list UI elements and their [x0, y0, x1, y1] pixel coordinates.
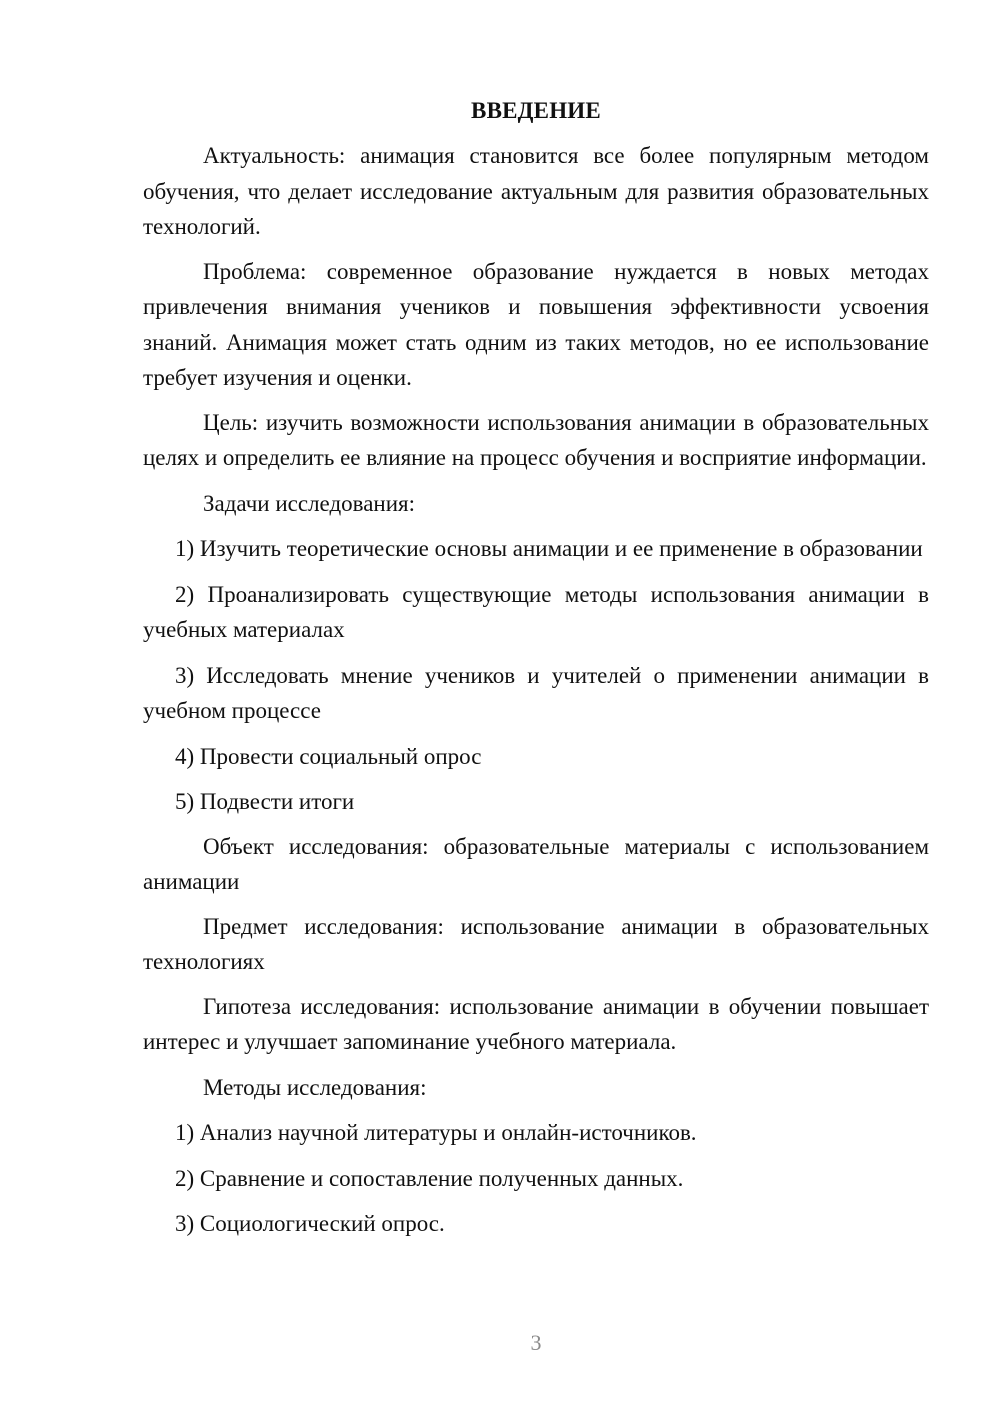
problem-paragraph: Проблема: современное образование нуждается в новых методах привлечения внимания учеников и повышения эффективности усвоения знаний. Анимация может стать одним из таких методов, но ее использование требует изучения и оценки.: [143, 258, 929, 390]
relevance-paragraph: Актуальность: анимация становится все более популярным методом обучения, что делает исследование актуальным для развития образовательных технологий.: [143, 143, 929, 239]
task-item: 2) Проанализировать существующие методы использования анимации в учебных материалах: [143, 581, 929, 642]
hypothesis-paragraph: Гипотеза исследования: использование анимации в обучении повышает интерес и улучшает запоминание учебного материала.: [143, 993, 929, 1054]
task-item: 3) Исследовать мнение учеников и учителей о применении анимации в учебном процессе: [143, 662, 929, 723]
section-title: ВВЕДЕНИЕ: [471, 98, 601, 123]
method-item: 1) Анализ научной литературы и онлайн-источников.: [175, 1120, 697, 1145]
page-number: 3: [530, 1330, 542, 1355]
subject-paragraph: Предмет исследования: использование анимации в образовательных технологиях: [143, 913, 929, 974]
task-item: 1) Изучить теоретические основы анимации и ее применение в образовании: [175, 536, 923, 561]
task-item: 5) Подвести итоги: [175, 789, 355, 814]
methods-heading: Методы исследования:: [203, 1074, 427, 1100]
goal-paragraph: Цель: изучить возможности использования анимации в образовательных целях и определить ее влияние на процесс обучения и восприятие информации.: [143, 409, 929, 470]
task-item: 4) Провести социальный опрос: [175, 743, 482, 769]
method-item: 3) Социологический опрос.: [175, 1211, 445, 1236]
object-paragraph: Объект исследования: образовательные материалы с использованием анимации: [143, 833, 929, 894]
page-content: [143, 94, 929, 1242]
method-item: 2) Сравнение и сопоставление полученных данных.: [175, 1165, 684, 1191]
tasks-heading: Задачи исследования:: [203, 490, 416, 516]
